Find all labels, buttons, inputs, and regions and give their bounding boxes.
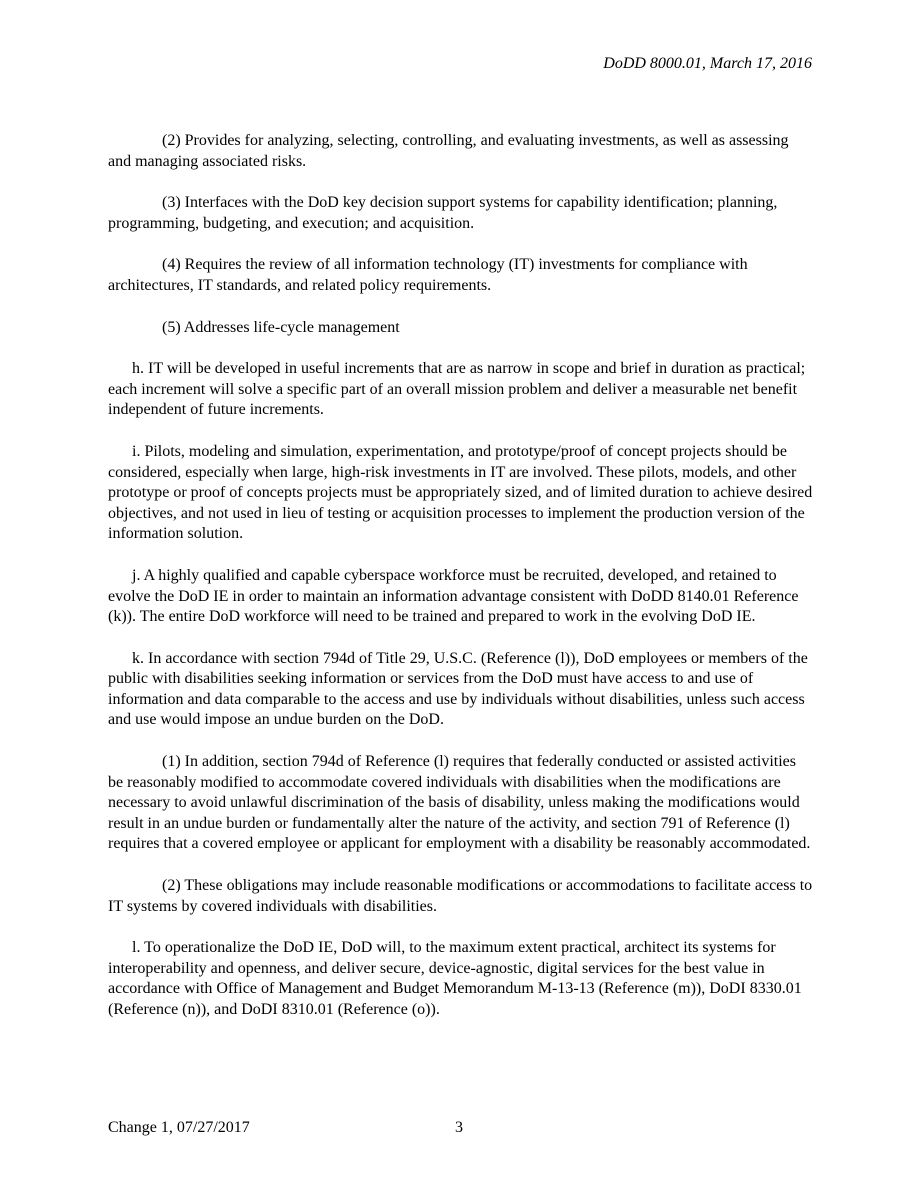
paragraph-4-it-review: (4) Requires the review of all information technology (IT) investments for compliance with architectures, IT standards, and related policy requirements.: [108, 256, 748, 294]
footer-page-number: 3: [455, 1119, 463, 1136]
paragraph-k-accessibility: k. In accordance with section 794d of Title 29, U.S.C. (Reference (l)), DoD employees or members of the public with disabilities seeking information or services from the DoD must have access to and use of information and data comparable to the access and use by individuals without disabilities, unless such access and use would impose an undue burden on the DoD.: [108, 649, 808, 729]
paragraph-l-operationalize: l. To operationalize the DoD IE, DoD will, to the maximum extent practical, architect its systems for interoperability and openness, and deliver secure, device-agnostic, digital services for the best value in accordance with Office of Management and Budget Memorandum M-13-13 (Reference (m)), DoDI 8330.01 (Reference (n)), and DoDI 8310.01 (Reference (o)).: [108, 939, 802, 1018]
footer-change-note: Change 1, 07/27/2017: [108, 1119, 250, 1136]
paragraph-i-pilots: i. Pilots, modeling and simulation, experimentation, and prototype/proof of concept projects should be considered, especially when large, high-risk investments in IT are involved. These pilots, models, and other prototype or proof of concepts projects must be appropriately sized, and of limited duration to achieve desired objectives, and not used in lieu of testing or acquisition processes to implement the production version of the information solution.: [108, 442, 813, 543]
paragraph-h-increments: h. IT will be developed in useful increments that are as narrow in scope and brief in duration as practical; each increment will solve a specific part of an overall mission problem and deliver a measurable net benefit independent of future increments.: [108, 360, 806, 419]
paragraph-k1-modifications: (1) In addition, section 794d of Reference (l) requires that federally conducted or assisted activities be reasonably modified to accommodate covered individuals with disabilities when the modifications are necessary to avoid unlawful discrimination of the basis of disability, unless making the modifications would result in an undue burden or fundamentally alter the nature of the activity, and section 791 of Reference (l) requires that a covered employee or applicant for employment with a disability be reasonably accommodated.: [108, 753, 811, 853]
paragraph-k2-obligations: (2) These obligations may include reasonable modifications or accommodations to facilitate access to IT systems by covered individuals with disabilities.: [108, 877, 813, 915]
paragraph-2-investments: (2) Provides for analyzing, selecting, controlling, and evaluating investments, as well as assessing and managing associated risks.: [108, 132, 789, 170]
paragraph-3-interfaces: (3) Interfaces with the DoD key decision support systems for capability identification; planning, programming, budgeting, and execution; and acquisition.: [108, 194, 778, 232]
paragraph-5-life-cycle: (5) Addresses life-cycle management: [162, 318, 400, 336]
running-header: DoDD 8000.01, March 17, 2016: [603, 55, 812, 72]
paragraph-j-workforce: j. A highly qualified and capable cyberspace workforce must be recruited, developed, and retained to evolve the DoD IE in order to maintain an information advantage consistent with DoDD 8140.01 Reference (k)). The entire DoD workforce will need to be trained and prepared to work in the evolving DoD IE.: [108, 566, 799, 626]
body-text: [108, 131, 814, 1042]
